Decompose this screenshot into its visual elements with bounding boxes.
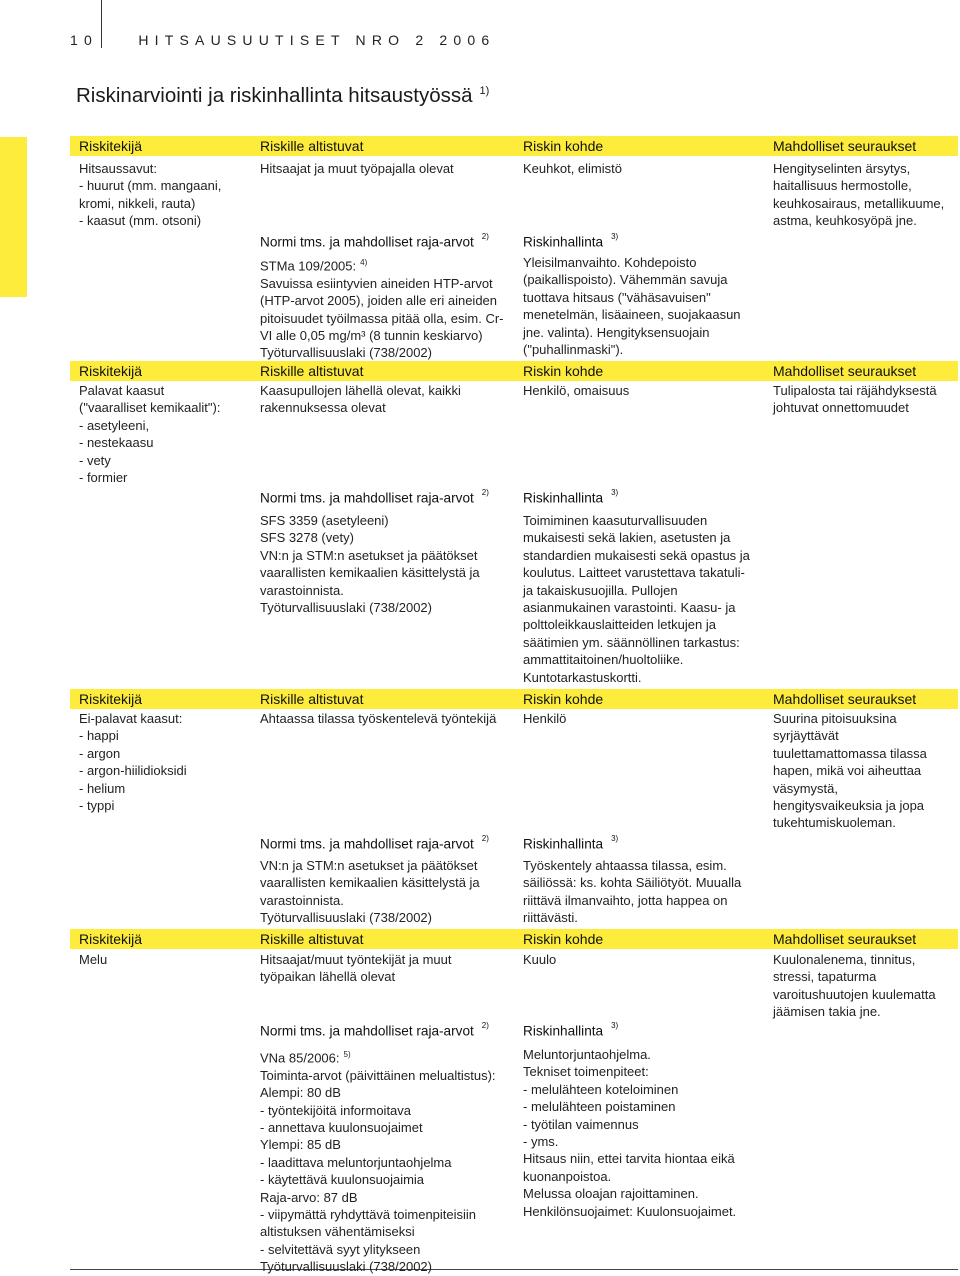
- management-footnote-ref: 3): [611, 834, 619, 843]
- norms-cell: [260, 254, 504, 362]
- norms-cell-line: varastoinnista.: [260, 582, 344, 598]
- exposed-cell-line: rakennuksessa olevat: [260, 400, 386, 416]
- norm-footnote-ref: 4): [360, 258, 368, 267]
- norms-cell-line: (HTP-arvot 2005), joiden alle eri aineiden: [260, 293, 498, 309]
- target-header: Riskin kohde: [523, 691, 604, 707]
- exposed-cell-line: Ahtaassa tilassa työskentelevä työntekijä: [260, 711, 497, 726]
- management-cell-line: riittävä ilmanvaihto, jotta happea on: [523, 892, 728, 908]
- target-header: Riskin kohde: [523, 931, 604, 947]
- hazard-cell-line: kromi, nikkeli, rauta): [79, 195, 196, 211]
- norms-cell-line: - laadittava meluntorjuntaohjelma: [260, 1154, 452, 1170]
- norms-cell-line: - selvitettävä syyt ylitykseen: [260, 1241, 421, 1257]
- consequences-cell-line: Suurina pitoisuuksina: [773, 711, 897, 726]
- exposed-cell-line: Hitsaajat/muut työntekijät ja muut: [260, 952, 452, 967]
- management-cell-line: koulutus. Laitteet varustettava takatuli-: [523, 565, 745, 581]
- norms-header-text: Normi tms. ja mahdolliset raja-arvot: [260, 490, 474, 506]
- norm-reference: VNa 85/2006:: [260, 1050, 340, 1066]
- norms-header: [260, 490, 489, 506]
- management-cell-line: riittävästi.: [523, 910, 578, 926]
- target-cell: [523, 951, 556, 968]
- exposed-cell: [260, 382, 461, 417]
- consequences-cell-line: johtuvat onnettomuudet: [773, 400, 909, 416]
- management-cell-line: ammattitaitoinen/huoltoliike.: [523, 652, 684, 668]
- management-cell-line: polttoleikkauslaitteiden letkujen ja: [523, 617, 716, 633]
- management-footnote-ref: 3): [611, 488, 619, 497]
- management-header: [523, 1023, 618, 1039]
- norms-cell-line: Työturvallisuuslaki (738/2002): [260, 345, 432, 361]
- target-header: Riskin kohde: [523, 363, 604, 379]
- hazard-cell-line: - typpi: [79, 798, 115, 814]
- publication-name: HITSAUSUUTISET NRO 2 2006: [138, 32, 496, 48]
- management-header: [523, 234, 618, 250]
- hazard-cell-line: - argon-hiilidioksidi: [79, 763, 187, 779]
- norms-cell: [260, 1046, 496, 1276]
- hazard-cell-line: - nestekaasu: [79, 435, 154, 451]
- page-header: [70, 32, 495, 48]
- norms-cell-line: [260, 1046, 496, 1067]
- norms-cell: [260, 512, 480, 616]
- hazard-cell-line: Palavat kaasut: [79, 383, 165, 398]
- management-cell-line: asianmukainen varastointi. Kaasu- ja: [523, 600, 736, 616]
- management-footnote-ref: 3): [611, 232, 619, 241]
- norms-cell-line: - annettava kuulonsuojaimet: [260, 1119, 423, 1135]
- management-cell-line: Meluntorjuntaohjelma.: [523, 1047, 651, 1062]
- column-header-band: [70, 361, 958, 381]
- norms-cell-line: Työturvallisuuslaki (738/2002): [260, 600, 432, 616]
- column-header-band: [70, 689, 958, 709]
- norms-cell-line: VN:n ja STM:n asetukset ja päätökset: [260, 547, 478, 563]
- consequences-cell-line: hapen, mikä voi aiheuttaa: [773, 763, 922, 779]
- exposed-cell: [260, 710, 496, 727]
- hazard-cell: [79, 382, 220, 486]
- hazard-cell: [79, 951, 107, 968]
- consequences-cell-line: syrjäyttävät: [773, 728, 839, 744]
- hazard-cell-line: - formier: [79, 470, 128, 486]
- management-cell: [523, 512, 750, 686]
- management-cell-line: tuottava hitsaus ("vähäsavuisen": [523, 289, 711, 305]
- consequences-cell-line: tuulettamattomassa tilassa: [773, 745, 927, 761]
- page-title: [76, 84, 489, 108]
- hazard-header: Riskitekijä: [79, 691, 143, 707]
- title-footnote-ref: 1): [479, 85, 490, 97]
- hazard-cell-line: - helium: [79, 780, 126, 796]
- consequences-cell: [773, 382, 937, 417]
- norms-cell-line: Työturvallisuuslaki (738/2002): [260, 910, 432, 926]
- management-cell-line: Hitsaus niin, ettei tarvita hiontaa eikä: [523, 1151, 735, 1167]
- norm-reference: STMa 109/2005:: [260, 258, 357, 274]
- management-header-text: Riskinhallinta: [523, 836, 604, 852]
- target-cell: [523, 710, 566, 727]
- hazard-cell: [79, 710, 187, 814]
- norms-cell-line: - käytettävä kuulonsuojaimia: [260, 1172, 425, 1188]
- column-header-band: [70, 929, 958, 949]
- management-cell-line: Melussa oloajan rajoittaminen.: [523, 1186, 699, 1202]
- consequences-cell-line: haitallisuus hermostolle,: [773, 178, 912, 194]
- row-divider: [70, 1269, 958, 1270]
- management-footnote-ref: 3): [611, 1021, 619, 1030]
- norms-footnote-ref: 2): [481, 1021, 489, 1030]
- management-cell: [523, 857, 741, 927]
- management-cell-line: mukaisesti sekä lakien, asetusten ja: [523, 530, 731, 546]
- consequences-cell-line: hengitysvaikeuksia ja jopa: [773, 798, 925, 814]
- norms-cell-line: pitoisuudet työilmassa pitää olla, esim. Cr-: [260, 310, 504, 326]
- management-cell-line: ("puhallinmaski").: [523, 342, 624, 358]
- norms-header-text: Normi tms. ja mahdolliset raja-arvot: [260, 836, 474, 852]
- norms-cell-line: Alempi: 80 dB: [260, 1085, 341, 1101]
- norms-cell-line: Työturvallisuuslaki (738/2002): [260, 1259, 432, 1275]
- management-cell-line: säiliössä: ks. kohta Säiliötyöt. Muualla: [523, 875, 742, 891]
- management-cell: [523, 1046, 736, 1220]
- page-number: 10: [70, 32, 98, 48]
- hazard-cell: [79, 160, 221, 230]
- target-cell-line: Henkilö: [523, 711, 567, 726]
- management-header-text: Riskinhallinta: [523, 1023, 604, 1039]
- exposed-header: Riskille altistuvat: [260, 691, 364, 707]
- management-cell-line: Työskentely ahtaassa tilassa, esim.: [523, 858, 727, 873]
- hazard-cell-line: - vety: [79, 452, 111, 468]
- target-cell: [523, 382, 629, 399]
- exposed-cell-line: työpaikan lähellä olevat: [260, 969, 396, 985]
- norms-cell-line: Raja-arvo: 87 dB: [260, 1189, 358, 1205]
- hazard-cell-line: - huurut (mm. mangaani,: [79, 178, 222, 194]
- management-cell-line: - yms.: [523, 1134, 559, 1150]
- management-cell-line: ja takaiskusuojilla. Pullojen: [523, 582, 678, 598]
- norms-cell-line: - viipymättä ryhdyttävä toimenpiteisiin: [260, 1206, 477, 1222]
- page-title-text: Riskinarviointi ja riskinhallinta hitsaustyössä: [76, 84, 473, 107]
- target-cell-line: Keuhkot, elimistö: [523, 161, 622, 176]
- exposed-header: Riskille altistuvat: [260, 931, 364, 947]
- consequences-cell-line: varoitushuutojen kuulematta: [773, 986, 936, 1002]
- management-cell-line: Kuntotarkastuskortti.: [523, 669, 642, 685]
- norms-footnote-ref: 2): [481, 834, 489, 843]
- norms-cell: [260, 857, 480, 927]
- consequences-header: Mahdolliset seuraukset: [773, 931, 917, 947]
- consequences-cell-line: keuhkosairaus, metallikuume,: [773, 195, 945, 211]
- exposed-cell: [260, 160, 454, 177]
- section-color-tab: [0, 137, 27, 297]
- consequences-cell: [773, 710, 927, 832]
- management-cell-line: Toimiminen kaasuturvallisuuden: [523, 513, 708, 528]
- hazard-cell-line: Hitsaussavut:: [79, 161, 158, 176]
- management-header-text: Riskinhallinta: [523, 234, 604, 250]
- management-cell-line: menetelmän, lisäaineen, suojakaasun: [523, 307, 741, 323]
- target-cell-line: Kuulo: [523, 952, 557, 967]
- target-header: Riskin kohde: [523, 138, 604, 154]
- exposed-cell: [260, 951, 451, 986]
- management-cell-line: kuonanpoistoa.: [523, 1168, 612, 1184]
- management-cell-line: standardien mukaisesti sekä opastus ja: [523, 547, 750, 563]
- exposed-cell-line: Hitsaajat ja muut työpajalla olevat: [260, 161, 454, 176]
- norms-cell-line: VN:n ja STM:n asetukset ja päätökset: [260, 858, 478, 873]
- consequences-cell-line: jäämisen takia jne.: [773, 1004, 881, 1020]
- consequences-cell-line: Kuulonalenema, tinnitus,: [773, 952, 916, 967]
- norms-cell-line: - työntekijöitä informoitava: [260, 1102, 412, 1118]
- consequences-cell-line: väsymystä,: [773, 780, 839, 796]
- norms-cell-line: SFS 3278 (vety): [260, 530, 354, 546]
- norms-header-text: Normi tms. ja mahdolliset raja-arvot: [260, 1023, 474, 1039]
- hazard-cell-line: - happi: [79, 728, 119, 744]
- norms-cell-line: altistuksen vähentämiseksi: [260, 1224, 415, 1240]
- hazard-cell-line: Melu: [79, 952, 108, 967]
- norms-cell-line: vaarallisten kemikaalien käsittelystä ja: [260, 875, 480, 891]
- consequences-cell-line: Tulipalosta tai räjähdyksestä: [773, 383, 937, 398]
- norms-cell-line: Toiminta-arvot (päivittäinen melualtistus):: [260, 1067, 496, 1083]
- management-header: [523, 836, 618, 852]
- hazard-header: Riskitekijä: [79, 138, 143, 154]
- management-header-text: Riskinhallinta: [523, 490, 604, 506]
- hazard-cell-line: ("vaaralliset kemikaalit"):: [79, 400, 221, 416]
- norms-cell-line: vaarallisten kemikaalien käsittelystä ja: [260, 565, 480, 581]
- column-header-band: [70, 136, 958, 156]
- norms-header: [260, 1023, 489, 1039]
- management-cell-line: säätimien ym. säännöllinen tarkastus:: [523, 634, 740, 650]
- norms-cell-line: Ylempi: 85 dB: [260, 1137, 341, 1153]
- hazard-cell-line: Ei-palavat kaasut:: [79, 711, 183, 726]
- management-cell-line: - melulähteen koteloiminen: [523, 1081, 679, 1097]
- hazard-cell-line: - argon: [79, 745, 121, 761]
- management-cell-line: - melulähteen poistaminen: [523, 1099, 676, 1115]
- hazard-header: Riskitekijä: [79, 931, 143, 947]
- norms-footnote-ref: 2): [481, 232, 489, 241]
- consequences-header: Mahdolliset seuraukset: [773, 691, 917, 707]
- norms-footnote-ref: 2): [481, 488, 489, 497]
- exposed-header: Riskille altistuvat: [260, 138, 364, 154]
- consequences-header: Mahdolliset seuraukset: [773, 363, 917, 379]
- target-cell-line: Henkilö, omaisuus: [523, 383, 630, 398]
- consequences-cell-line: astma, keuhkosyöpä jne.: [773, 213, 917, 229]
- hazard-cell-line: - kaasut (mm. otsoni): [79, 213, 202, 229]
- exposed-cell-line: Kaasupullojen lähellä olevat, kaikki: [260, 383, 461, 398]
- norms-cell-line: varastoinnista.: [260, 892, 344, 908]
- norms-cell-line: SFS 3359 (asetyleeni): [260, 513, 389, 528]
- consequences-cell: [773, 160, 944, 230]
- norms-header-text: Normi tms. ja mahdolliset raja-arvot: [260, 234, 474, 250]
- norm-footnote-ref: 5): [343, 1050, 351, 1059]
- norms-header: [260, 234, 489, 250]
- management-header: [523, 490, 618, 506]
- consequences-cell-line: stressi, tapaturma: [773, 969, 877, 985]
- hazard-cell-line: - asetyleeni,: [79, 417, 150, 433]
- management-cell-line: (paikallispoisto). Vähemmän savuja: [523, 272, 728, 288]
- norms-cell-line: VI alle 0,05 mg/m³ (8 tunnin keskiarvo): [260, 327, 483, 343]
- norms-header: [260, 836, 489, 852]
- norms-cell-line: [260, 254, 504, 275]
- management-cell: [523, 254, 741, 358]
- management-cell-line: Tekniset toimenpiteet:: [523, 1064, 649, 1080]
- exposed-header: Riskille altistuvat: [260, 363, 364, 379]
- consequences-cell-line: tukehtumiskuoleman.: [773, 815, 896, 831]
- management-cell-line: Henkilönsuojaimet: Kuulonsuojaimet.: [523, 1203, 737, 1219]
- management-cell-line: Yleisilmanvaihto. Kohdepoisto: [523, 255, 697, 270]
- target-cell: [523, 160, 622, 177]
- consequences-cell-line: Hengityselinten ärsytys,: [773, 161, 911, 176]
- management-cell-line: jne. valinta). Hengityksensuojain: [523, 324, 710, 340]
- norms-cell-line: Savuissa esiintyvien aineiden HTP-arvot: [260, 275, 493, 291]
- consequences-header: Mahdolliset seuraukset: [773, 138, 917, 154]
- hazard-header: Riskitekijä: [79, 363, 143, 379]
- consequences-cell: [773, 951, 936, 1021]
- management-cell-line: - työtilan vaimennus: [523, 1116, 639, 1132]
